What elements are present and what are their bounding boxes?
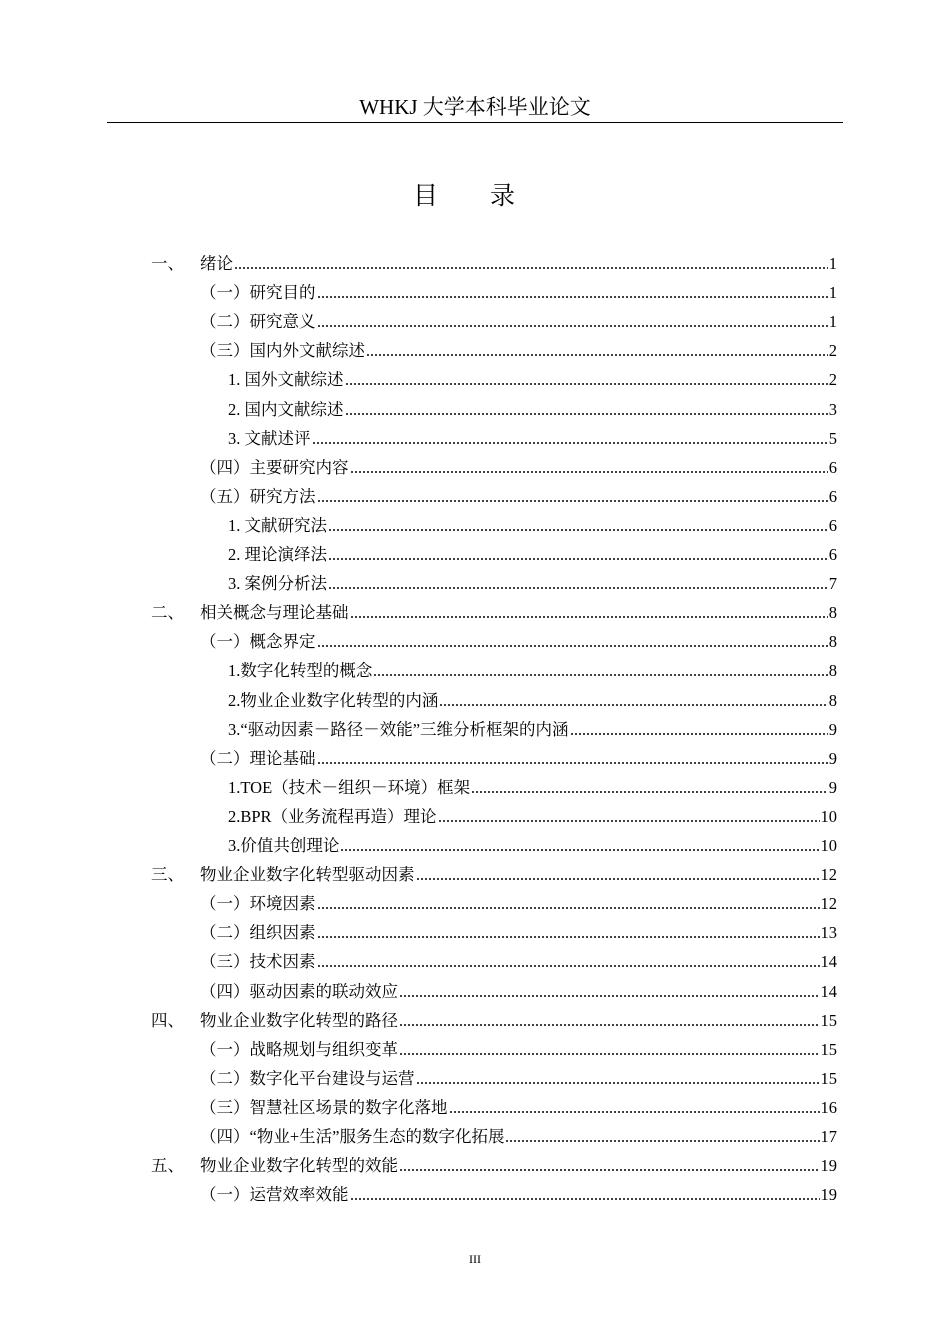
toc-entry-page: 15 <box>820 1039 837 1059</box>
toc-entry-label: （四）“物业+生活”服务生态的数字化拓展 <box>200 1127 505 1146</box>
toc-entry[interactable] <box>228 511 837 537</box>
page-number: III <box>469 1252 481 1266</box>
toc-entry[interactable] <box>200 336 837 362</box>
toc-entry-page: 6 <box>828 457 837 477</box>
toc-entry-number: 三、 <box>151 865 184 885</box>
toc-entry-page: 1 <box>828 254 837 273</box>
dot-leader <box>373 672 827 678</box>
toc-entry[interactable] <box>228 656 837 682</box>
toc-entry-page: 17 <box>820 1127 837 1146</box>
toc-entry-page: 8 <box>828 603 837 623</box>
dot-leader <box>350 1196 820 1202</box>
toc-entry-label: （二）理论基础 <box>200 748 316 768</box>
toc-entry-label: 3.价值共创理论 <box>228 836 340 855</box>
toc-entry-label: （三）国内外文献综述 <box>200 341 365 361</box>
toc-entry-label: 绪论 <box>200 254 233 273</box>
dot-leader <box>399 1167 820 1173</box>
dot-leader <box>416 1080 820 1086</box>
toc-entry-number: 一、 <box>151 254 184 273</box>
toc-entry-label: 1.TOE（技术－组织－环境）框架 <box>228 777 471 797</box>
dot-leader <box>570 731 828 737</box>
toc-entry-page: 19 <box>820 1185 837 1205</box>
dot-leader <box>399 1022 820 1028</box>
toc-entry[interactable] <box>151 1006 837 1032</box>
toc-entry-page: 9 <box>828 719 837 739</box>
dot-leader <box>345 411 828 417</box>
dot-leader <box>328 527 828 533</box>
toc-entry-label: （三）技术因素 <box>200 952 316 972</box>
toc-entry-page: 19 <box>820 1156 837 1176</box>
toc-entry-page: 14 <box>820 952 837 972</box>
header-rule <box>107 122 843 123</box>
toc-entry-label: 3. 文献述评 <box>228 428 311 448</box>
toc-entry-label: 1. 文献研究法 <box>228 515 327 535</box>
toc-entry-page: 2 <box>828 341 837 361</box>
toc-entry-label: （一）环境因素 <box>200 894 316 914</box>
toc-entry-page: 3 <box>828 399 837 419</box>
toc-entry-page: 1 <box>828 283 837 303</box>
toc-entry-label: 物业企业数字化转型的路径 <box>200 1010 398 1030</box>
toc-entry-page: 5 <box>828 428 837 448</box>
toc-entry-label: （二）研究意义 <box>200 312 316 332</box>
toc-entry-number: 五、 <box>151 1156 184 1176</box>
toc-entry-page: 10 <box>820 806 837 826</box>
dot-leader <box>317 643 828 649</box>
dot-leader <box>317 963 820 969</box>
toc-entry-page: 6 <box>828 486 837 506</box>
dot-leader <box>328 585 828 591</box>
toc-entry-label: （四）主要研究内容 <box>200 457 349 477</box>
toc-entry[interactable] <box>228 831 837 857</box>
toc-entry-label: 相关概念与理论基础 <box>200 603 349 623</box>
dot-leader <box>317 323 828 329</box>
toc-entry[interactable] <box>228 686 837 712</box>
dot-leader <box>317 294 828 300</box>
dot-leader <box>471 789 828 795</box>
toc-entry[interactable] <box>200 1035 837 1061</box>
dot-leader <box>366 352 828 358</box>
toc-entry-label: 3. 案例分析法 <box>228 574 327 594</box>
toc-entry[interactable] <box>200 1122 837 1148</box>
toc-entry[interactable] <box>228 424 837 450</box>
toc-entry-page: 14 <box>820 981 837 1001</box>
toc-entry-page: 10 <box>820 836 837 855</box>
toc-entry[interactable] <box>228 569 837 595</box>
toc-entry[interactable] <box>200 947 837 973</box>
toc-entry-page: 15 <box>820 1068 837 1088</box>
toc-entry[interactable] <box>200 1064 837 1090</box>
dot-leader <box>328 556 828 562</box>
toc-entry-page: 9 <box>828 748 837 768</box>
toc-entry-page: 16 <box>820 1097 837 1117</box>
toc-entry[interactable] <box>228 395 837 421</box>
dot-leader <box>234 265 828 271</box>
toc-entry-page: 2 <box>828 370 837 390</box>
dot-leader <box>312 440 828 446</box>
dot-leader <box>317 498 828 504</box>
toc-entry-page: 9 <box>828 777 837 797</box>
toc-entry-label: （一）战略规划与组织变革 <box>200 1039 398 1059</box>
toc-entry[interactable] <box>200 977 837 1003</box>
dot-leader <box>350 614 828 620</box>
toc-entry-label: 3.“驱动因素－路径－效能”三维分析框架的内涵 <box>228 719 569 739</box>
toc-entry[interactable] <box>200 453 837 479</box>
toc-entry-page: 15 <box>820 1010 837 1030</box>
toc-entry-page: 13 <box>820 923 837 943</box>
toc-entry-label: 2.BPR（业务流程再造）理论 <box>228 806 437 826</box>
toc-entry-label: （五）研究方法 <box>200 486 316 506</box>
toc-entry[interactable] <box>151 598 837 624</box>
toc-entry-number: 四、 <box>151 1010 184 1030</box>
toc-entry-page: 8 <box>828 661 837 681</box>
dot-leader <box>317 934 820 940</box>
dot-leader <box>345 381 828 387</box>
toc-entry[interactable] <box>151 860 837 886</box>
toc-entry-label: （二）组织因素 <box>200 923 316 943</box>
toc-entry-label: （四）驱动因素的联动效应 <box>200 981 398 1001</box>
toc-entry-label: 1.数字化转型的概念 <box>228 661 373 681</box>
toc-entry-label: （三）智慧社区场景的数字化落地 <box>200 1097 448 1117</box>
toc-entry-label: （二）数字化平台建设与运营 <box>200 1068 415 1088</box>
dot-leader <box>505 1138 819 1144</box>
toc-entry[interactable] <box>151 249 837 275</box>
toc-entry-label: （一）运营效率效能 <box>200 1185 349 1205</box>
toc-entry-label: 物业企业数字化转型的效能 <box>200 1156 398 1176</box>
toc-entry-page: 6 <box>828 545 837 564</box>
toc-entry[interactable] <box>151 1151 837 1177</box>
toc-entry-number: 二、 <box>151 603 184 623</box>
toc-entry[interactable] <box>200 1180 837 1206</box>
toc-entry[interactable] <box>200 278 837 304</box>
toc-entry-page: 1 <box>828 312 837 332</box>
toc-entry[interactable] <box>200 744 837 770</box>
toc-entry-page: 12 <box>820 894 837 914</box>
toc-entry[interactable] <box>200 918 837 944</box>
toc-entry-label: 2. 理论演绎法 <box>228 545 327 564</box>
dot-leader <box>438 818 820 824</box>
dot-leader <box>350 469 828 475</box>
dot-leader <box>449 1109 820 1115</box>
toc-entry[interactable] <box>200 627 837 653</box>
toc-entry-label: （一）概念界定 <box>200 632 316 652</box>
running-header: WHKJ 大学本科毕业论文 <box>359 95 591 119</box>
toc-entry[interactable] <box>228 715 837 741</box>
toc-entry[interactable] <box>228 773 837 799</box>
toc-entry[interactable] <box>228 365 837 391</box>
toc-entry-label: （一）研究目的 <box>200 283 316 303</box>
toc-entry[interactable] <box>228 802 837 828</box>
dot-leader <box>439 702 827 708</box>
toc-entry-page: 8 <box>828 632 837 652</box>
toc-entry-page: 7 <box>828 574 837 594</box>
dot-leader <box>317 760 828 766</box>
dot-leader <box>317 905 820 911</box>
toc-entry[interactable] <box>200 482 837 508</box>
toc-entry-page: 12 <box>820 865 837 885</box>
toc-entry-page: 6 <box>828 515 837 535</box>
dot-leader <box>416 876 820 882</box>
toc-entry[interactable] <box>200 307 837 333</box>
dot-leader <box>399 993 820 999</box>
dot-leader <box>340 847 819 853</box>
toc-entry-page: 8 <box>828 690 837 710</box>
toc-entry[interactable] <box>200 889 837 915</box>
toc-entry-label: 2.物业企业数字化转型的内涵 <box>228 690 439 710</box>
toc-entry-label: 物业企业数字化转型驱动因素 <box>200 865 415 885</box>
toc-entry[interactable] <box>200 1093 837 1119</box>
toc-entry[interactable] <box>228 540 837 566</box>
toc-entry-label: 2. 国内文献综述 <box>228 399 344 419</box>
toc-entry-label: 1. 国外文献综述 <box>228 370 344 390</box>
page-title: 目 录 <box>413 181 537 210</box>
dot-leader <box>399 1051 820 1057</box>
